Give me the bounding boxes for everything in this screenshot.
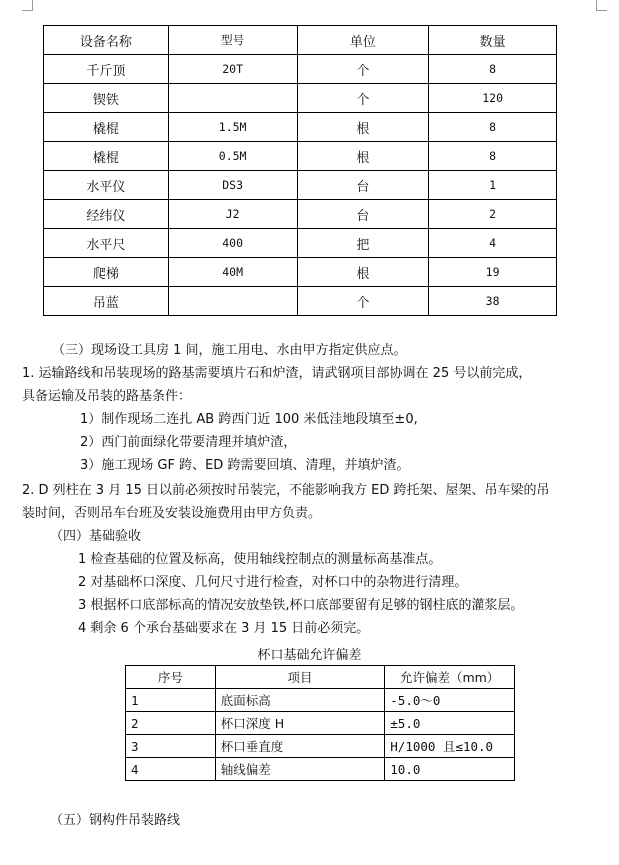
column-header-index: 序号: [126, 666, 216, 689]
cell-model: J2: [168, 200, 297, 229]
cell-model: 40M: [168, 258, 297, 287]
cell-model: 0.5M: [168, 142, 297, 171]
table-header-row: [44, 26, 557, 55]
column-header-tolerance: 允许偏差（mm）: [385, 666, 515, 689]
cell-model: DS3: [168, 171, 297, 200]
cell-quantity: 4: [429, 229, 557, 258]
table-row: [44, 84, 557, 113]
cell-unit: 个: [297, 84, 429, 113]
cell-model: 20T: [168, 55, 297, 84]
cell-unit: 个: [297, 287, 429, 316]
section-heading-foundation-acceptance: （四）基础验收: [50, 529, 142, 544]
cell-tolerance: -5.0～0: [385, 689, 515, 712]
cell-quantity: 8: [429, 113, 557, 142]
table-row: [44, 287, 557, 316]
list-item-check-depth: 2 对基础杯口深度、几何尺寸进行检查，对杯口中的杂物进行清理。: [78, 575, 468, 590]
cell-quantity: 19: [429, 258, 557, 287]
table-row: [126, 689, 515, 712]
cell-index: 1: [126, 689, 216, 712]
cell-item: 底面标高: [215, 689, 385, 712]
cell-name: 爬梯: [44, 258, 169, 287]
cell-quantity: 38: [429, 287, 557, 316]
table-row: [44, 258, 557, 287]
paragraph-site-toolroom: （三）现场设工具房 1 间，施工用电、水由甲方指定供应点。: [52, 343, 407, 358]
list-item-check-position: 1 检查基础的位置及标高，使用轴线控制点的测量标高基准点。: [78, 552, 442, 567]
column-header-quantity: 数量: [429, 26, 557, 55]
cell-item: 杯口垂直度: [215, 735, 385, 758]
cell-quantity: 120: [429, 84, 557, 113]
cell-unit: 根: [297, 113, 429, 142]
cell-unit: 根: [297, 142, 429, 171]
table-row: [44, 142, 557, 171]
cell-name: 千斤顶: [44, 55, 169, 84]
column-header-name: 设备名称: [44, 26, 169, 55]
tolerance-table-title: 杯口基础允许偏差: [257, 648, 362, 663]
table-row: [126, 735, 515, 758]
page-corner-mark-left: [22, 0, 33, 11]
column-header-unit: 单位: [297, 26, 429, 55]
table-row: [126, 758, 515, 781]
cell-name: 水平仪: [44, 171, 169, 200]
list-item-clear-greenbelt: 2）西门前面绿化带要清理并填炉渣，: [80, 435, 297, 450]
column-header-model: 型号: [168, 26, 297, 55]
cell-name: 水平尺: [44, 229, 169, 258]
cell-name: 锲铁: [44, 84, 169, 113]
cell-unit: 根: [297, 258, 429, 287]
cell-tolerance: 10.0: [385, 758, 515, 781]
list-item-remaining-foundations: 4 剩余 6 个承台基础要求在 3 月 15 日前必须完。: [78, 621, 370, 636]
cell-model: [168, 287, 297, 316]
paragraph-transport-route: 1. 运输路线和吊装现场的路基需要填片石和炉渣，请武钢项目部协调在 25 号以前完成，: [22, 366, 532, 381]
cell-index: 3: [126, 735, 216, 758]
cell-unit: 个: [297, 55, 429, 84]
list-item-fill-lowland: 1）制作现场二连扎 AB 跨西门近 100 米低洼地段填至±0,: [80, 412, 418, 427]
table-row: [44, 55, 557, 84]
section-heading-lifting-route: （五）钢构件吊装路线: [50, 813, 181, 828]
equipment-table: [43, 25, 557, 316]
cell-name: 橇棍: [44, 113, 169, 142]
list-item-place-shims: 3 根据杯口底部标高的情况安放垫铁,杯口底部要留有足够的钢柱底的灌浆层。: [78, 598, 524, 613]
table-row: [44, 171, 557, 200]
cell-model: [168, 84, 297, 113]
cell-name: 吊蓝: [44, 287, 169, 316]
cell-tolerance: ±5.0: [385, 712, 515, 735]
table-row: [44, 113, 557, 142]
table-row: [44, 229, 557, 258]
cell-unit: 把: [297, 229, 429, 258]
table-header-row: [126, 666, 515, 689]
column-header-item: 项目: [215, 666, 385, 689]
cell-name: 橇棍: [44, 142, 169, 171]
cell-quantity: 8: [429, 142, 557, 171]
cell-unit: 台: [297, 200, 429, 229]
cell-item: 轴线偏差: [215, 758, 385, 781]
cell-index: 2: [126, 712, 216, 735]
cell-model: 1.5M: [168, 113, 297, 142]
list-item-backfill-spans: 3）施工现场 GF 跨、ED 跨需要回填、清理，并填炉渣。: [80, 458, 410, 473]
table-row: [126, 712, 515, 735]
paragraph-transport-route-cont: 具备运输及吊装的路基条件：: [22, 389, 192, 404]
table-row: [44, 200, 557, 229]
cell-item: 杯口深度 H: [215, 712, 385, 735]
tolerance-table: [125, 665, 515, 781]
paragraph-column-d-deadline: 2. D 列柱在 3 月 15 日以前必须按时吊装完，不能影响我方 ED 跨托架、屋架、吊车梁的吊: [22, 483, 550, 498]
cell-index: 4: [126, 758, 216, 781]
cell-name: 经纬仪: [44, 200, 169, 229]
cell-model: 400: [168, 229, 297, 258]
paragraph-column-d-deadline-cont: 装时间，否则吊车台班及安装设施费用由甲方负责。: [22, 506, 322, 521]
cell-unit: 台: [297, 171, 429, 200]
cell-tolerance: H/1000 且≤10.0: [385, 735, 515, 758]
cell-quantity: 1: [429, 171, 557, 200]
cell-quantity: 8: [429, 55, 557, 84]
page-corner-mark-right: [596, 0, 607, 11]
cell-quantity: 2: [429, 200, 557, 229]
